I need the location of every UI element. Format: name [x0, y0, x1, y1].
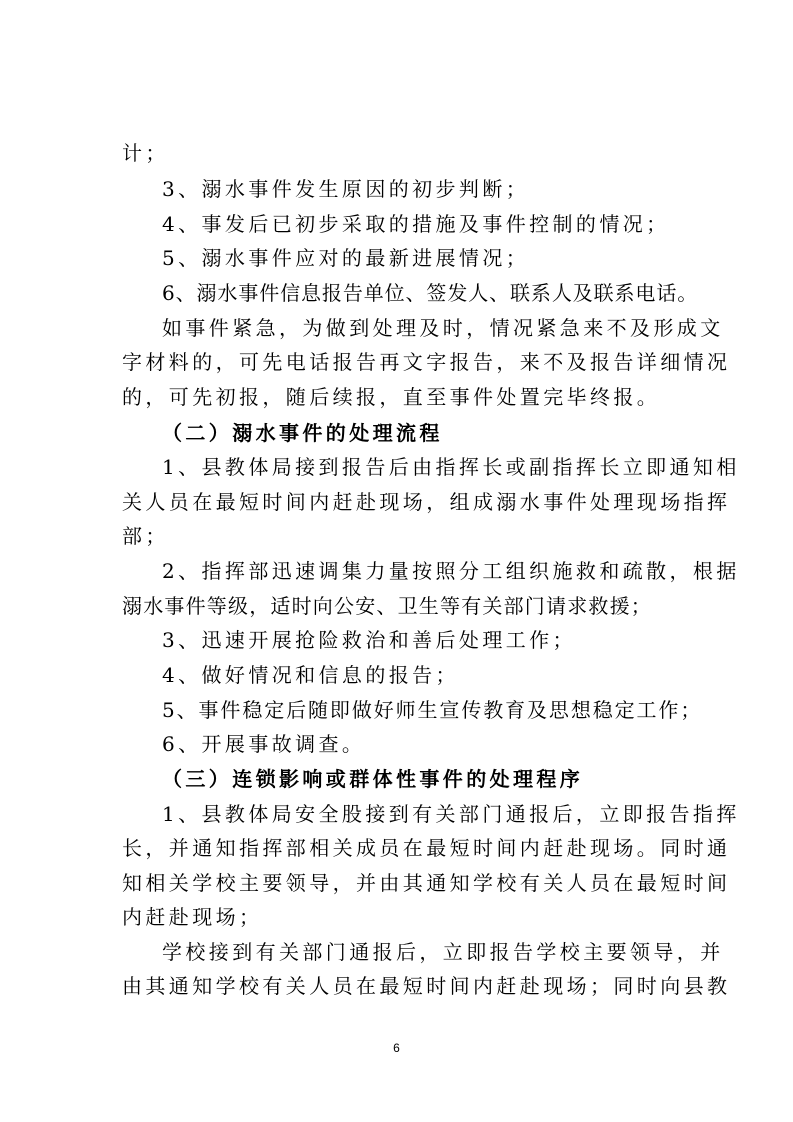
text-line: 5、事件稳定后随即做好师生宣传教育及思想稳定工作；	[162, 698, 703, 722]
text-line: 6、溺水事件信息报告单位、签发人、联系人及联系电话。	[162, 281, 699, 305]
text-line: 4、做好情况和信息的报告；	[162, 663, 459, 687]
text-line: 3、迅速开展抢险救治和善后处理工作；	[162, 628, 576, 652]
text-line: 关人员在最短时间内赶赴现场，组成溺水事件处理现场指挥	[122, 490, 731, 514]
text-line: 6、开展事故调查。	[162, 732, 366, 756]
text-line: 4、事发后已初步采取的措施及事件控制的情况；	[162, 212, 670, 236]
section-heading: （三）连锁影响或群体性事件的处理程序	[162, 767, 584, 791]
text-line: 内赶赴现场；	[122, 905, 263, 929]
text-line: 长，并通知指挥部相关成员在最短时间内赶赴现场。同时通	[122, 836, 731, 860]
text-line: 溺水事件等级，适时向公安、卫生等有关部门请求救援；	[122, 594, 652, 618]
text-line: 部；	[122, 524, 169, 548]
text-line: 知相关学校主要领导，并由其通知学校有关人员在最短时间	[122, 871, 731, 895]
text-line: 由其通知学校有关人员在最短时间内赶赴现场；同时向县教	[122, 974, 731, 998]
text-line: 2、指挥部迅速调集力量按照分工组织施救和疏散，根据	[162, 559, 740, 583]
text-line: 5、溺水事件应对的最新进展情况；	[162, 246, 530, 270]
text-line: 3、溺水事件发生原因的初步判断；	[162, 177, 530, 201]
text-line: 1、县教体局安全股接到有关部门通报后，立即报告指挥	[162, 802, 740, 826]
text-line: 字材料的，可先电话报告再文字报告，来不及报告详细情况	[122, 350, 731, 374]
text-line: 1、县教体局接到报告后由指挥长或副指挥长立即通知相	[162, 455, 740, 479]
text-line: 的，可先初报，随后续报，直至事件处置完毕终报。	[122, 385, 661, 409]
text-line: 计；	[122, 141, 169, 165]
page-number: 6	[393, 1041, 400, 1055]
text-line: 如事件紧急，为做到处理及时，情况紧急来不及形成文	[162, 316, 724, 340]
text-line: 学校接到有关部门通报后，立即报告学校主要领导，并	[162, 940, 724, 964]
section-heading: （二）溺水事件的处理流程	[162, 421, 443, 445]
